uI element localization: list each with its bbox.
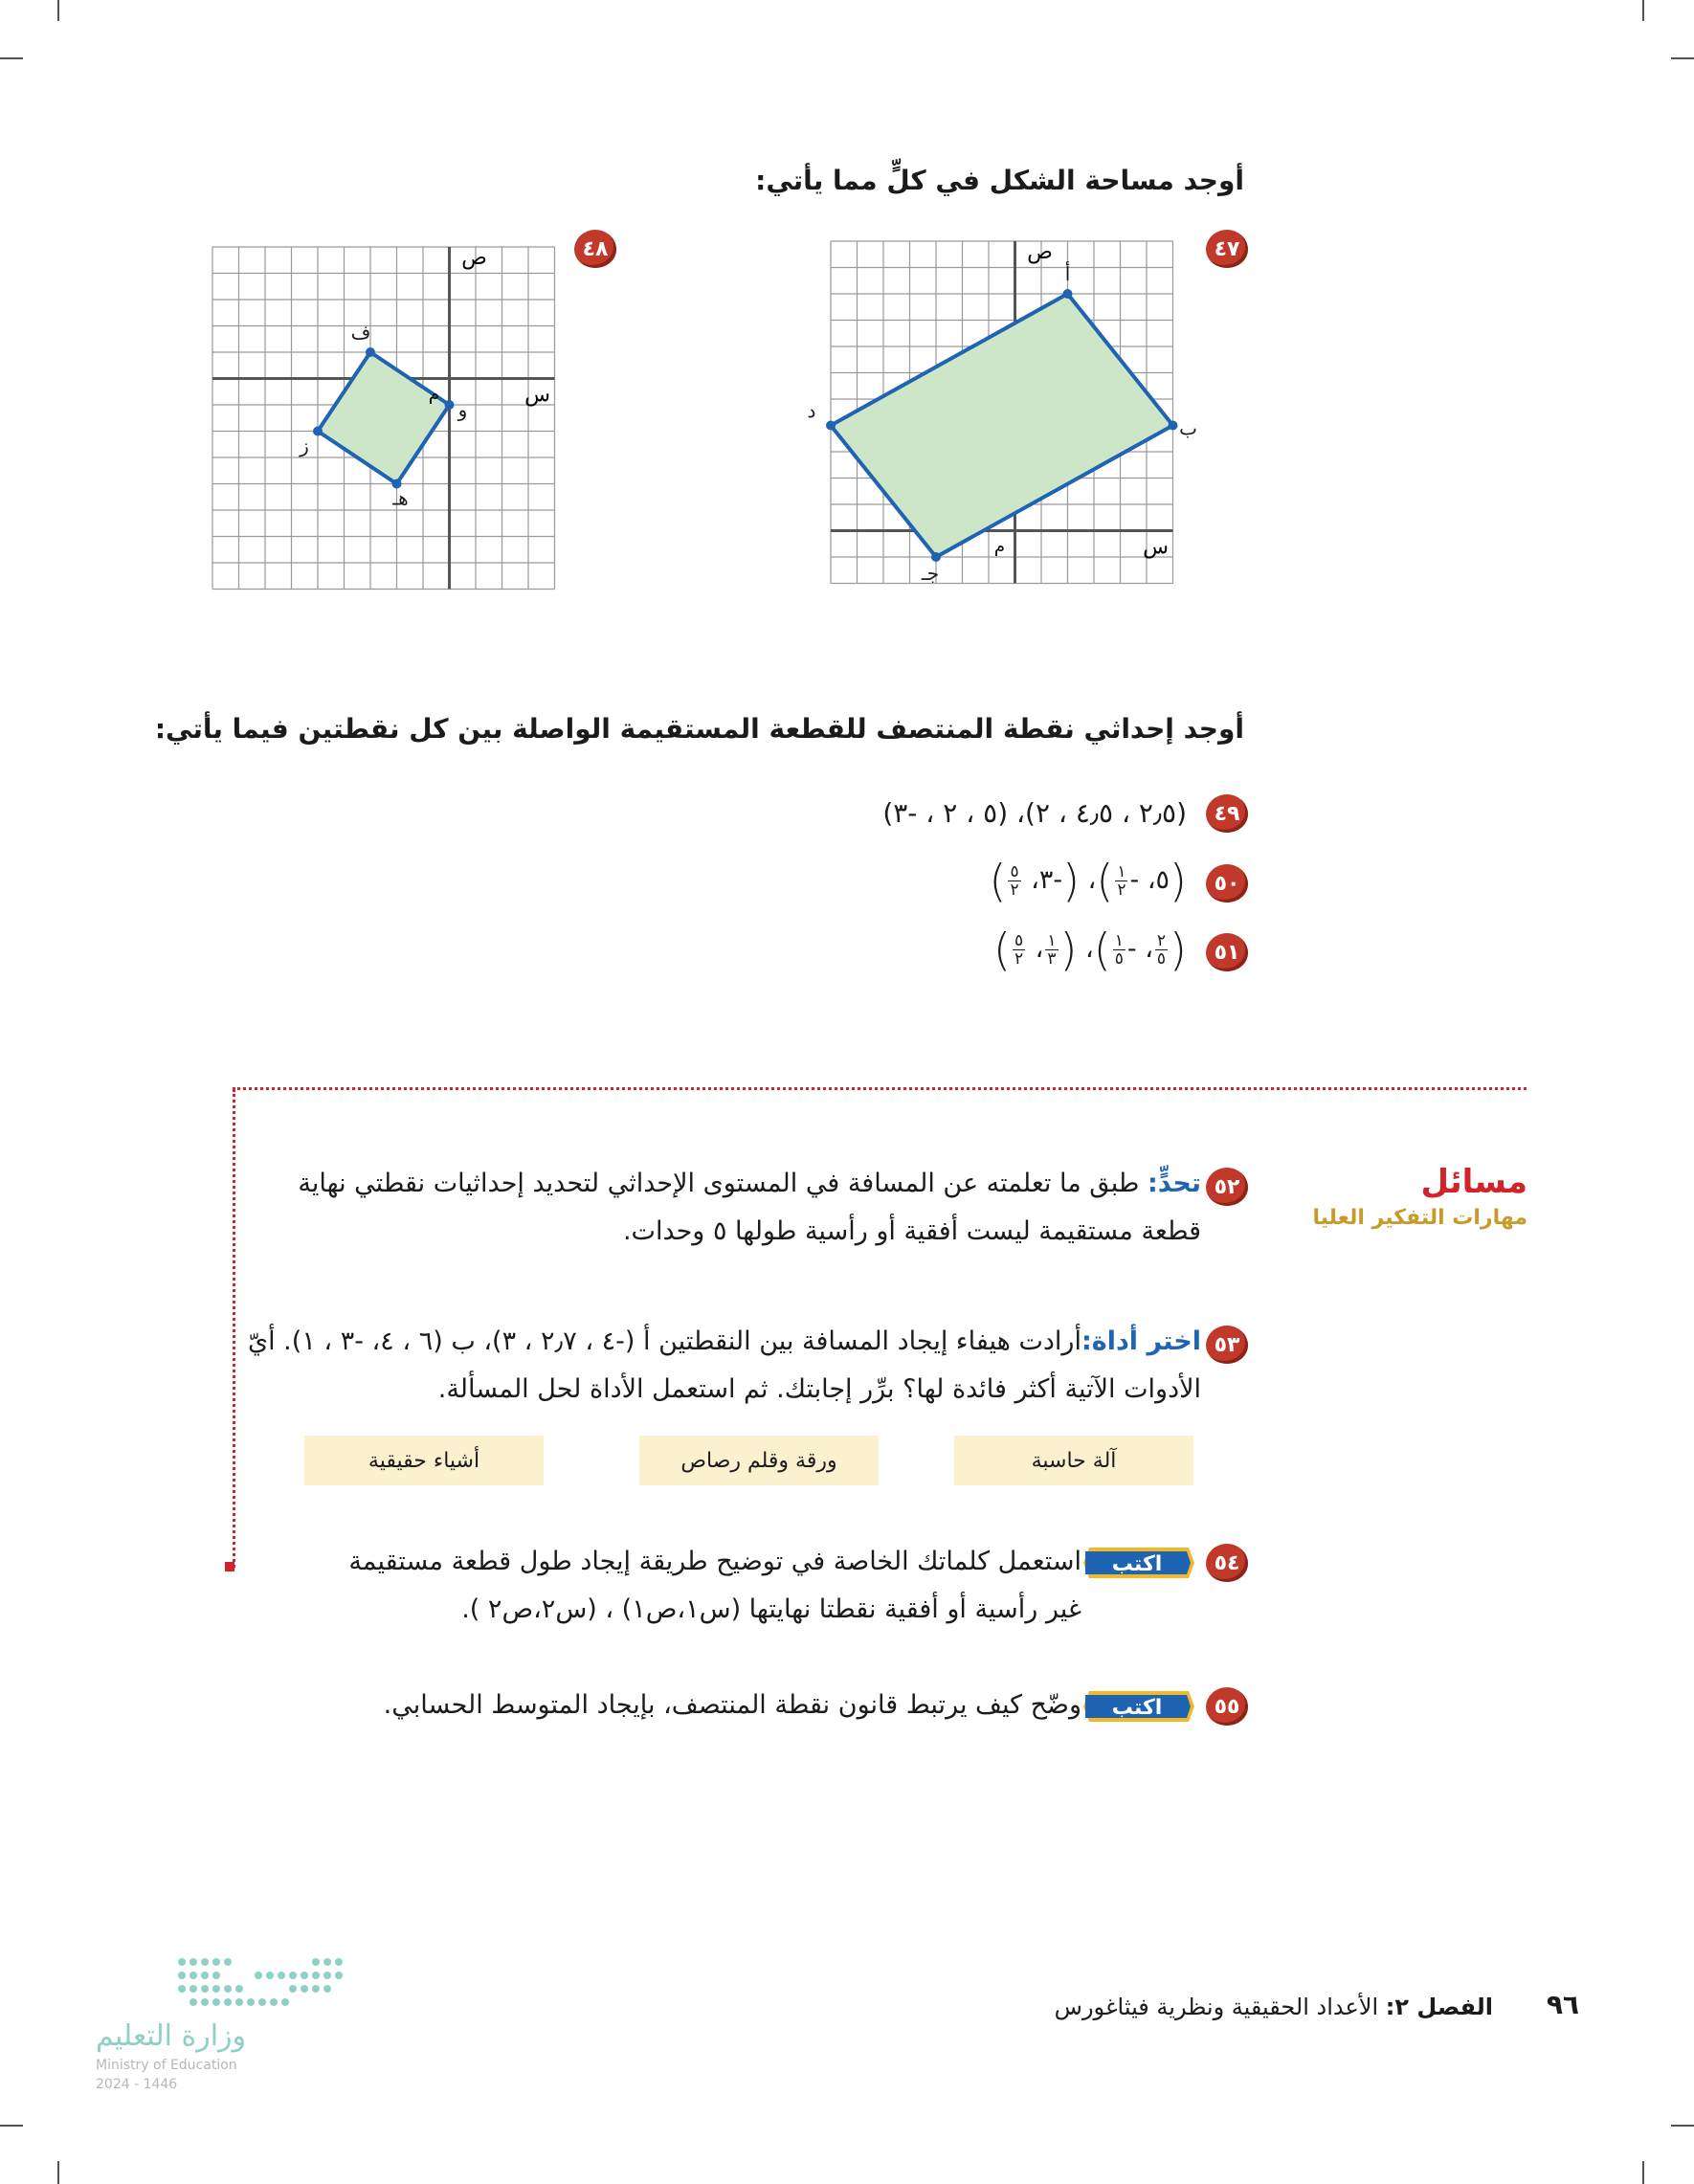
crop-mark <box>0 57 23 59</box>
problems-title: مسائل <box>1420 1163 1527 1201</box>
q50-p1-a: ٥ <box>1155 865 1170 895</box>
q51-p1-a-frac: $\frac{٢}{٥}$ <box>1156 931 1167 969</box>
q51-p1-b-sign: - <box>1126 934 1137 964</box>
origin-label: م <box>993 536 1006 557</box>
vertex-label: جـ <box>921 562 940 585</box>
vertex-point <box>366 347 375 357</box>
problems-frame-end-marker <box>225 1562 234 1571</box>
tool-real-objects: أشياء حقيقية <box>304 1436 544 1485</box>
problems-frame-top <box>233 1087 1527 1090</box>
quadrilateral <box>831 294 1173 557</box>
q50-points: (٥، - $\frac{١}{٢}$ )، (-٣، $\frac{٥}{٢}$ ) <box>989 855 1187 907</box>
write-label-q54 <box>1081 1544 1196 1582</box>
crop-mark <box>57 2161 59 2184</box>
vertex-label: ز <box>300 434 309 457</box>
q52-keyword: تحدٍّ: <box>1148 1169 1201 1198</box>
q54-text <box>249 1538 1081 1634</box>
vertex-point <box>931 552 941 562</box>
vertex-point <box>1063 289 1073 299</box>
vertex-label: ف <box>350 321 371 344</box>
crop-mark <box>1671 57 1694 59</box>
q50-p1-b-sign: - <box>1129 865 1140 895</box>
vertex-point <box>826 421 836 431</box>
crop-mark <box>1671 2125 1694 2127</box>
q51-p2-b-frac: $\frac{٥}{٢}$ <box>1014 931 1024 969</box>
page-number: ٩٦ <box>1546 1989 1579 2020</box>
crop-mark <box>57 0 59 21</box>
quadrilateral <box>318 352 450 484</box>
q54-line2: غير رأسية أو أفقية نقطتا نهايتها (س١،ص١) ، (س٢،ص٢ ). <box>461 1594 1081 1624</box>
q52-line1: طبق ما تعلمته عن المسافة في المستوى الإحداثي لتحديد إحداثيات نقطتي نهاية <box>298 1169 1140 1198</box>
section1-heading: أوجد مساحة الشكل في كلٍّ مما يأتي: <box>755 165 1244 196</box>
ministry-logo-dots <box>172 1952 345 2010</box>
section2-heading: أوجد إحداثي نقطة المنتصف للقطعة المستقيمة الواصلة بين كل نقطتين فيما يأتي: <box>154 713 1244 745</box>
crop-mark <box>1642 0 1644 21</box>
q52-text <box>244 1160 1201 1256</box>
tool-calculator: آلة حاسبة <box>954 1436 1193 1485</box>
q50-p1-b-frac: $\frac{١}{٢}$ <box>1117 862 1126 900</box>
graph-q47 <box>807 240 1197 595</box>
question-number-55: ٥٥ <box>1206 1687 1248 1726</box>
vertex-label: أ <box>1064 262 1071 285</box>
write-label-q55 <box>1081 1687 1196 1726</box>
q51-points: ( $\frac{٢}{٥}$ ، - $\frac{١}{٥}$ )، ( $\frac{١}{٣}$ ، $\frac{٥}{٢}$ ) <box>992 924 1187 976</box>
crop-mark <box>1642 2161 1644 2184</box>
vertex-label: ب <box>1179 416 1197 440</box>
q53-text <box>244 1318 1201 1414</box>
q49-points: (٢٫٥ ، ٤٫٥ ، ٢)، (٥ ، ٢ ، -٣) <box>882 797 1187 829</box>
chapter-title: الأعداد الحقيقية ونظرية فيثاغورس <box>1054 1994 1379 2020</box>
tool-paper-pencil: ورقة وقلم رصاص <box>639 1436 879 1485</box>
q50-p2-a: -٣ <box>1038 865 1063 895</box>
question-number-51: ٥١ <box>1206 933 1248 971</box>
chapter-footer <box>1055 1994 1493 2020</box>
vertex-label: و <box>457 398 468 421</box>
y-axis-label: ص <box>461 246 487 270</box>
svg-text:اكتب: اكتب <box>1111 1696 1163 1720</box>
graph-q48 <box>212 247 567 597</box>
q53-keyword: اختر أداة: <box>1081 1326 1201 1356</box>
question-number-53: ٥٣ <box>1206 1326 1248 1364</box>
x-axis-label: س <box>1143 535 1169 560</box>
question-number-54: ٥٤ <box>1206 1544 1248 1582</box>
q52-line2: قطعة مستقيمة ليست أفقية أو رأسية طولها ٥ وحدات. <box>622 1216 1201 1246</box>
question-number-50: ٥٠ <box>1206 864 1248 903</box>
origin-label: م <box>428 384 440 405</box>
q53-line1: أرادت هيفاء إيجاد المسافة بين النقطتين أ (-٤ ، ٢٫٧ ، ٣)، ب (٦ ، ٤، -٣ ، ١). أيّ <box>247 1326 1081 1356</box>
q53-line2: الأدوات الآتية أكثر فائدة لها؟ برِّر إجابتك. ثم استعمل الأداة لحل المسألة. <box>437 1374 1201 1404</box>
x-axis-label: س <box>524 383 550 408</box>
y-axis-label: ص <box>1027 240 1053 264</box>
svg-text:اكتب: اكتب <box>1111 1552 1163 1576</box>
problems-subtitle: مهارات التفكير العليا <box>1312 1206 1527 1230</box>
question-number-49: ٤٩ <box>1206 794 1248 833</box>
question-number-48: ٤٨ <box>574 230 616 268</box>
vertex-point <box>445 400 455 410</box>
vertex-label: هـ <box>392 486 409 510</box>
vertex-point <box>1169 421 1178 431</box>
ministry-name-en: Ministry of Education <box>96 2058 237 2073</box>
q50-p2-b-frac: $\frac{٥}{٢}$ <box>1010 862 1019 900</box>
crop-mark <box>0 2125 23 2127</box>
q51-p2-a-frac: $\frac{١}{٣}$ <box>1047 931 1057 969</box>
question-number-47: ٤٧ <box>1206 230 1248 268</box>
chapter-label: الفصل ٢: <box>1385 1994 1493 2020</box>
ministry-name-ar: وزارة التعليم <box>96 2019 247 2053</box>
q54-line1: استعمل كلماتك الخاصة في توضيح طريقة إيجاد طول قطعة مستقيمة <box>348 1547 1081 1576</box>
problems-frame-left <box>233 1089 235 1568</box>
ministry-year: 2024 - 1446 <box>96 2077 178 2092</box>
vertex-label: د <box>807 399 816 423</box>
q51-p1-b-frac: $\frac{١}{٥}$ <box>1114 931 1124 969</box>
question-number-52: ٥٢ <box>1206 1168 1248 1206</box>
vertex-point <box>313 427 323 436</box>
q55-text: وضّح كيف يرتبط قانون نقطة المنتصف، بإيجاد المتوسط الحسابي. <box>383 1690 1081 1720</box>
